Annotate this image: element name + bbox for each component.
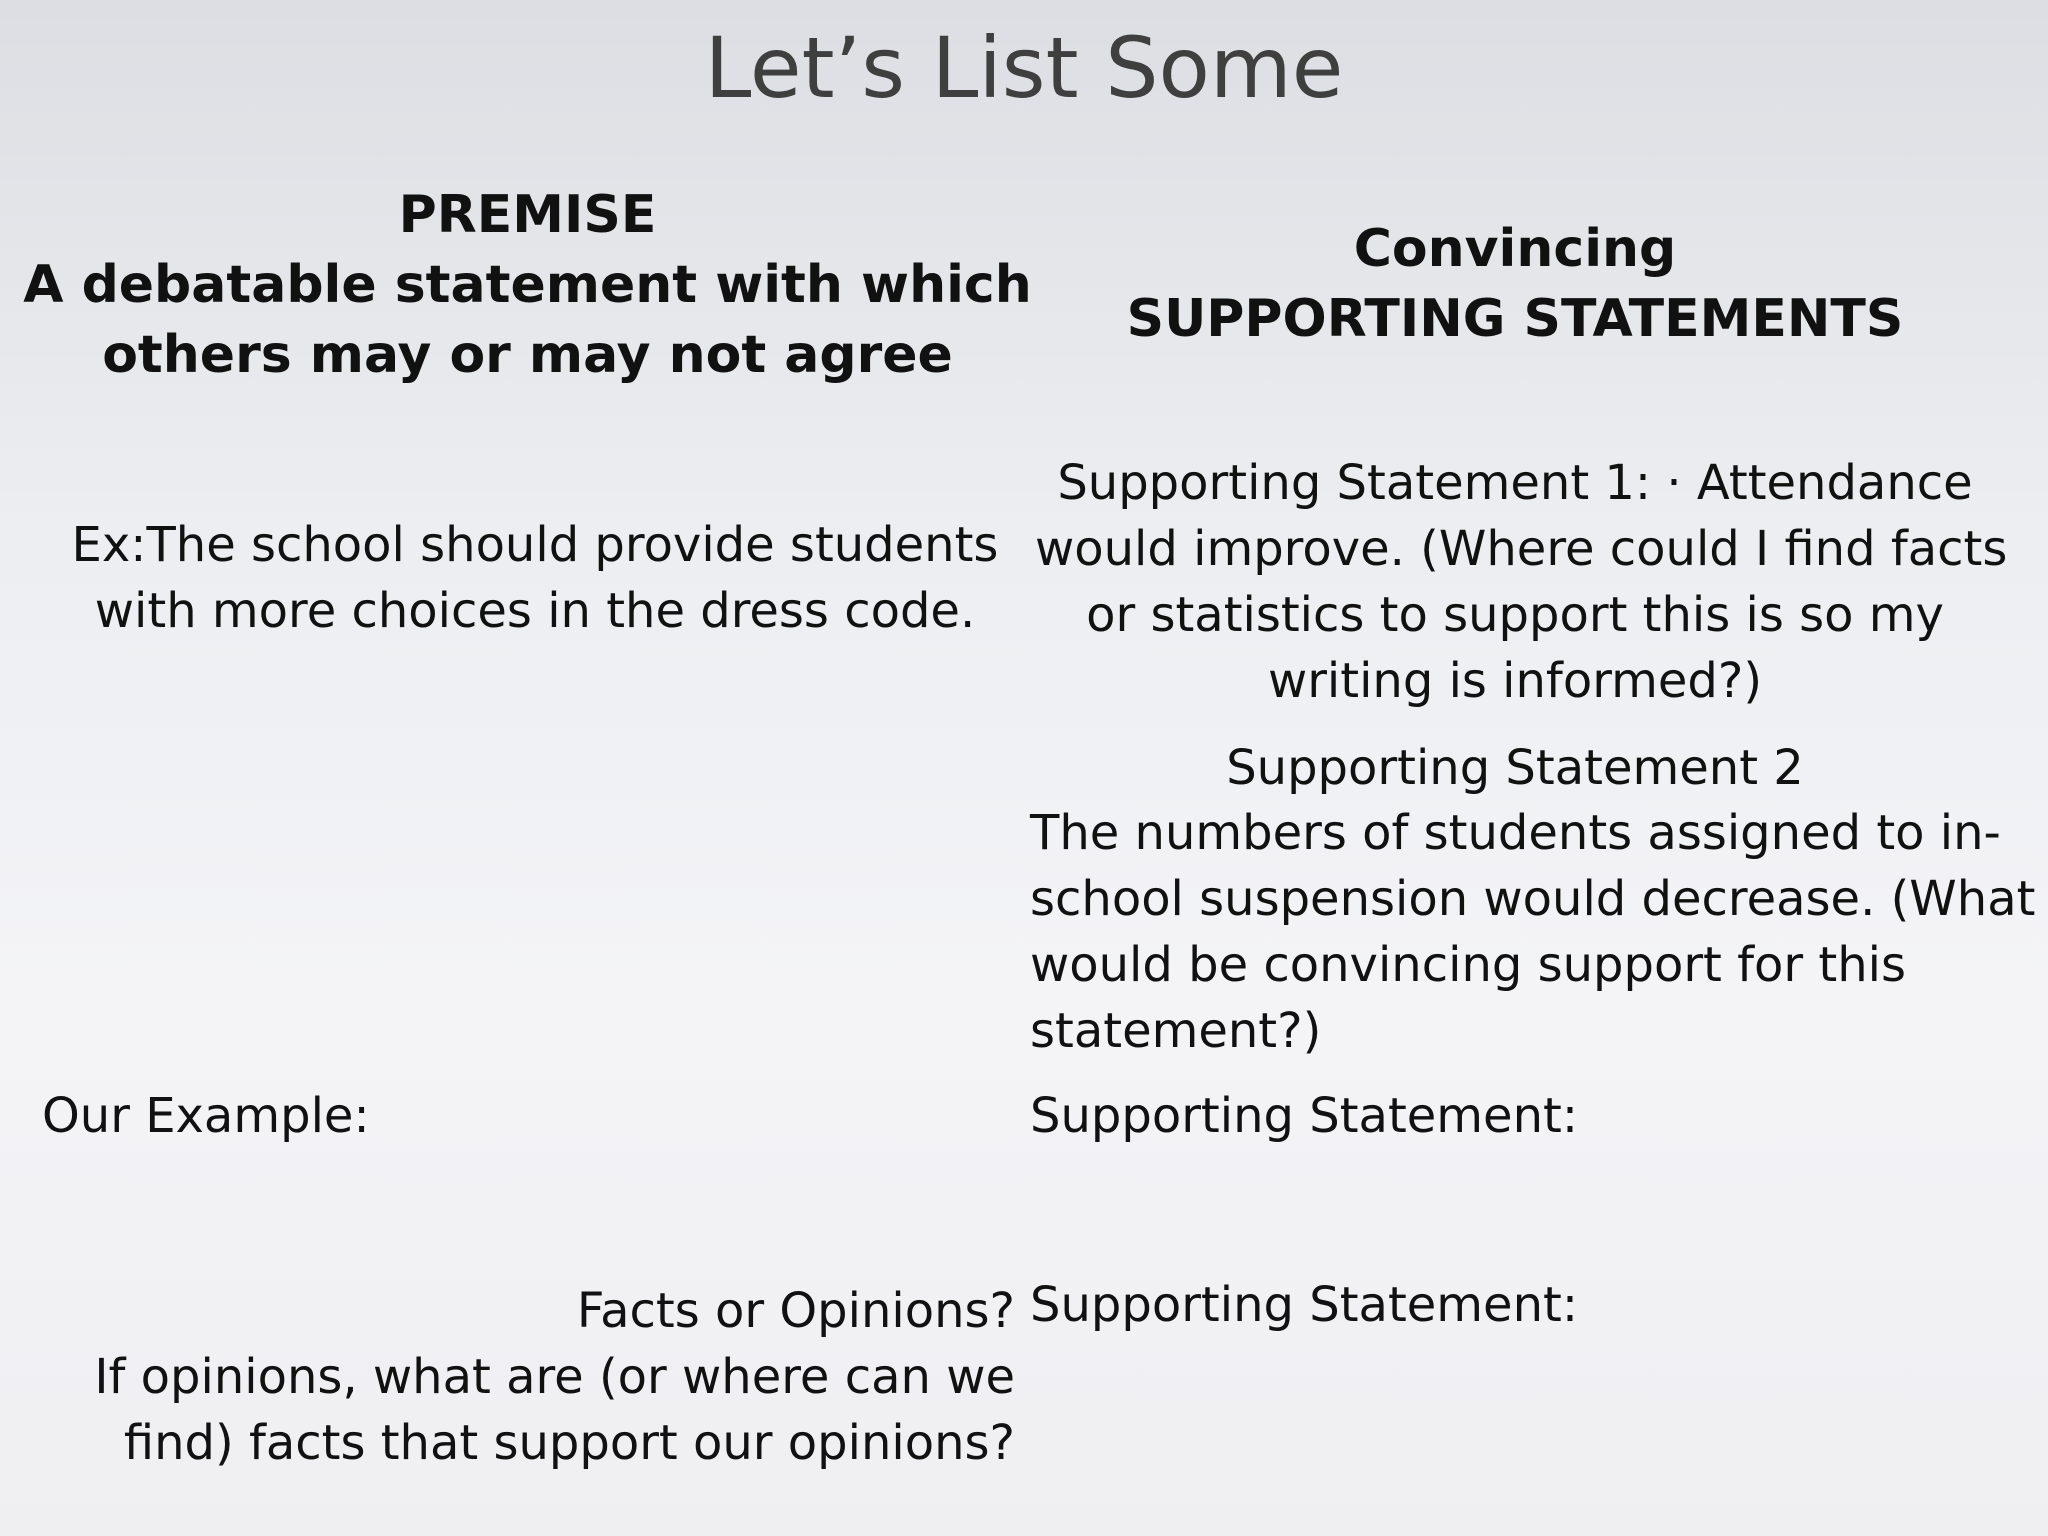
premise-heading xyxy=(20,180,1035,390)
supporting-statement-1-line: Supporting Statement 1: · Attendance xyxy=(1057,455,1973,511)
supporting-heading-line: Convincing xyxy=(1353,219,1677,279)
supporting-statement-2-line: would be convincing support for this xyxy=(1030,937,1906,993)
facts-question xyxy=(40,1278,1015,1476)
supporting-statement-2-line: school suspension would decrease. (What xyxy=(1030,871,2036,927)
our-example-label: Our Example: xyxy=(42,1088,370,1144)
facts-question-line: Facts or Opinions? xyxy=(576,1283,1015,1339)
premise-example-line: with more choices in the dress code. xyxy=(94,583,976,639)
supporting-statement-2-line: The numbers of students assigned to in- xyxy=(1030,805,2001,861)
supporting-heading xyxy=(1055,214,1975,354)
supporting-statement-1-line: writing is informed?) xyxy=(1267,653,1763,709)
supporting-statement-2 xyxy=(1030,800,2036,1064)
slide-title: Let’s List Some xyxy=(704,19,1344,117)
facts-question-line: If opinions, what are (or where can we xyxy=(94,1349,1015,1405)
supporting-statement-blank: Supporting Statement: xyxy=(1030,1277,1578,1333)
supporting-statement-blank: Supporting Statement: xyxy=(1030,1088,1578,1144)
supporting-statement-1 xyxy=(1035,450,2008,714)
facts-question-line: find) facts that support our opinions? xyxy=(123,1415,1015,1471)
supporting-statement-2-line: statement?) xyxy=(1030,1003,1322,1059)
premise-heading-line: A debatable statement with which xyxy=(23,255,1032,315)
supporting-statement-2-label: Supporting Statement 2 xyxy=(1226,740,1804,796)
supporting-heading-line: SUPPORTING STATEMENTS xyxy=(1126,289,1904,349)
premise-example xyxy=(40,512,1030,644)
premise-example-line: Ex:The school should provide students xyxy=(71,517,999,573)
supporting-statement-1-line: or statistics to support this is so my xyxy=(1086,587,1944,643)
premise-heading-line: PREMISE xyxy=(398,185,657,245)
premise-heading-line: others may or may not agree xyxy=(102,325,953,385)
supporting-statement-1-line: would improve. (Where could I find facts xyxy=(1035,521,2008,577)
